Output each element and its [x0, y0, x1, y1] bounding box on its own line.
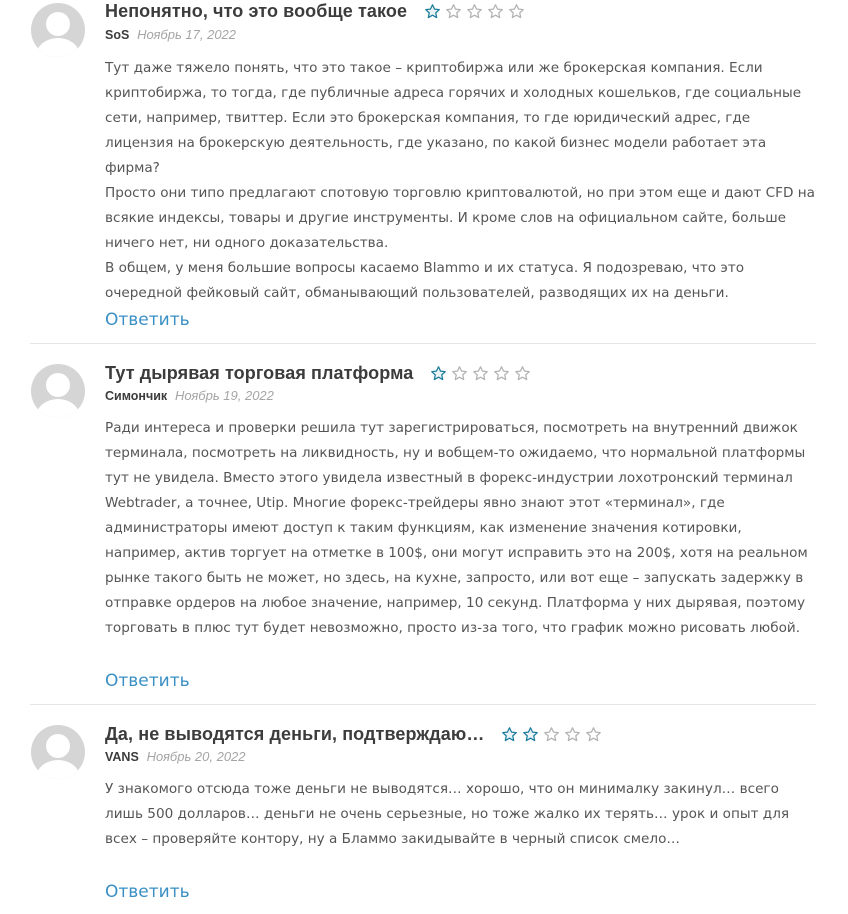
reply-link[interactable]: Ответить	[105, 882, 190, 902]
avatar	[31, 725, 85, 779]
star-filled-icon	[424, 3, 441, 20]
star-filled-icon	[522, 726, 539, 743]
comment-date: Ноябрь 19, 2022	[175, 388, 274, 403]
comment-paragraph: В общем, у меня большие вопросы касаемо Blammo и их статуса. Я подозреваю, что это очередной фейковый сайт, обманывающий пользователей, разводящих их на деньги.	[105, 260, 745, 301]
star-empty-icon	[493, 365, 510, 382]
comment-header	[105, 722, 606, 746]
avatar	[31, 3, 85, 57]
comment-title: Тут дырявая торговая платформа	[105, 362, 414, 383]
comment-body	[105, 777, 820, 852]
star-empty-icon	[564, 726, 581, 743]
comment-header	[105, 361, 535, 385]
star-empty-icon	[451, 365, 468, 382]
reply-link[interactable]: Ответить	[105, 671, 190, 691]
comment-paragraph: Ради интереса и проверки решила тут зарегистрироваться, посмотреть на внутренний движок терминала, посмотреть на ликвидность, ну и вобщем-то ожидаемо, что нормальной платформы тут не увидела. Вместо этого увидела известный в форекс-индустрии лохотронский терминал Webtrader, а точнее, Utip. Многие форекс-трейдеры явно знают этот «терминал», где администраторы имеют доступ к таким функциям, как изменение значения котировки, например, актив торгует на отметке в 100$, они могут исправить это на 200$, хотя на реальном рынке такого быть не может, но здесь, на кухне, запросто, или вот еще – запускать задержку в отправке ордеров на любое значение, например, 10 секунд. Платформа у них дырявая, поэтому торговать в плюс тут будет невозможно, просто из-за того, что график можно рисовать любой.	[105, 420, 808, 636]
star-empty-icon	[514, 365, 531, 382]
comment-meta	[105, 388, 274, 404]
star-filled-icon	[501, 726, 518, 743]
comment-paragraph: Просто они типо предлагают спотовую торговлю криптовалютой, но при этом еще и дают CFD на всякие индексы, товары и другие инструменты. И кроме слов на официальном сайте, больше ничего нет, ни одного доказательства.	[105, 185, 816, 251]
comment-meta	[105, 27, 236, 43]
star-empty-icon	[445, 3, 462, 20]
star-empty-icon	[487, 3, 504, 20]
reply-link[interactable]: Ответить	[105, 310, 190, 330]
comment-author: Симончик	[105, 389, 168, 403]
star-filled-icon	[430, 365, 447, 382]
comment-date: Ноябрь 17, 2022	[137, 27, 237, 42]
rating-stars	[424, 3, 529, 20]
comment-title: Непонятно, что это вообще такое	[105, 0, 408, 21]
star-empty-icon	[585, 726, 602, 743]
comment-body	[105, 416, 820, 641]
comment-body	[105, 56, 820, 306]
comment-paragraph: У знакомого отсюда тоже деньги не выводятся… хорошо, что он минималку закинул… всего лишь 500 долларов… деньги не очень серьезные, но тоже жалко их терять… урок и опыт для всех – проверяйте контору, ну а Бламмо закидывайте в черный список смело…	[105, 781, 790, 847]
avatar	[31, 364, 85, 418]
star-empty-icon	[472, 365, 489, 382]
comment-title: Да, не выводятся деньги, подтверждаю…	[105, 723, 485, 744]
star-empty-icon	[543, 726, 560, 743]
rating-stars	[501, 726, 606, 743]
comment-meta	[105, 749, 246, 765]
comment-author: SoS	[105, 28, 130, 42]
star-empty-icon	[508, 3, 525, 20]
comment-date: Ноябрь 20, 2022	[146, 749, 246, 764]
rating-stars	[430, 365, 535, 382]
comment-paragraph: Тут даже тяжело понять, что это такое – криптобиржа или же брокерская компания. Если криптобиржа, то тогда, где публичные адреса горячих и холодных кошельков, где социальные сети, например, твиттер. Если это брокерская компания, то где юридический адрес, где лицензия на брокерскую деятельность, где указано, по какой бизнес модели работает эта фирма?	[105, 60, 802, 176]
comment-author: VANS	[105, 750, 139, 764]
comment-divider	[30, 343, 816, 344]
star-empty-icon	[466, 3, 483, 20]
comment-header	[105, 0, 529, 23]
comment-divider	[30, 704, 816, 705]
